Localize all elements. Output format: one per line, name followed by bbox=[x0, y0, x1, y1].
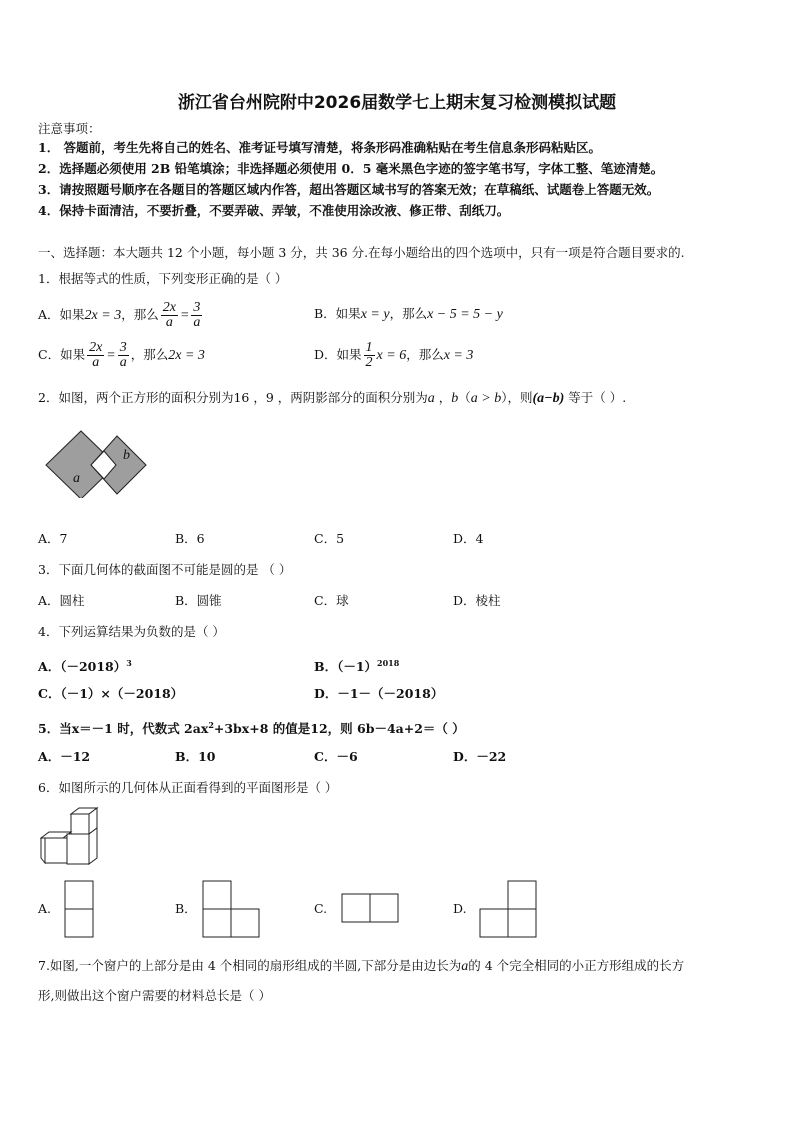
q1-c-f1-den: a bbox=[92, 355, 100, 370]
q1-a-f1-num: 2x bbox=[162, 300, 176, 315]
q7-line1-prefix: 7.如图,一个窗户的上部分是由 4 个相同的扇形组成的半圆,下部分是由边长为 bbox=[38, 958, 462, 973]
q5-option-a: A．－12 bbox=[38, 749, 91, 764]
q3-option-c: C．球 bbox=[314, 593, 349, 608]
q2-option-c: C．5 bbox=[314, 531, 345, 546]
notice-item-3: 3．请按照题号顺序在各题目的答题区域内作答，超出答题区域书写的答案无效；在草稿纸、试题卷上答题无效。 bbox=[38, 182, 660, 197]
q3-option-d: D．棱柱 bbox=[453, 593, 501, 608]
q6-option-a-label: A. bbox=[38, 901, 52, 916]
q1-b-prefix: B．如果 bbox=[314, 306, 361, 321]
q1-d-condition: x = 6 bbox=[376, 348, 407, 363]
q7-var-a: a bbox=[461, 959, 469, 974]
q1-c-f1-num: 2x bbox=[89, 340, 103, 355]
q1-a-fraction-right bbox=[191, 301, 202, 330]
q5-option-d: D．－22 bbox=[453, 749, 507, 764]
q2-option-a: A．7 bbox=[38, 531, 68, 546]
q1-c-result: 2x = 3 bbox=[168, 348, 205, 363]
q4-option-d: D．－1－（－2018） bbox=[314, 686, 444, 701]
q2-stem-post: ），则 bbox=[501, 390, 533, 405]
q7-line-2: 形,则做出这个窗户需要的材料总长是（ ） bbox=[38, 988, 271, 1003]
q2-var-a: a bbox=[427, 391, 435, 406]
q4-a-exponent: 3 bbox=[126, 658, 132, 668]
q2-option-d: D．4 bbox=[453, 531, 484, 546]
q1-a-f1-den: a bbox=[165, 315, 173, 330]
q1-c-equals: = bbox=[106, 348, 116, 363]
q6-3d-solid-figure bbox=[40, 806, 100, 866]
q6-option-d-label: D. bbox=[453, 901, 467, 916]
q5-option-b: B．10 bbox=[175, 749, 216, 764]
q5-stem-post: +3bx+8 的值是12，则 6b－4a+2＝（ ） bbox=[213, 721, 465, 737]
q1-c-fraction-right bbox=[118, 341, 129, 370]
notice-item-4: 4．保持卡面清洁，不要折叠，不要弄破、弄皱，不准使用涂改液、修正带、刮纸刀。 bbox=[38, 203, 510, 218]
q1-option-d bbox=[314, 341, 473, 370]
q4-a-base: A．（－2018） bbox=[38, 659, 127, 675]
q5-option-c: C．－6 bbox=[314, 749, 358, 764]
q1-a-condition: 2x = 3 bbox=[84, 308, 122, 323]
q1-a-f2-den: a bbox=[193, 315, 201, 330]
q1-a-fraction-left bbox=[161, 301, 178, 330]
q2-paren: （ bbox=[458, 390, 471, 405]
q1-a-equals: = bbox=[179, 308, 190, 323]
q4-option-c: C．（－1）×（－2018） bbox=[38, 686, 184, 701]
q2-label-a: a bbox=[73, 471, 80, 486]
q1-b-then: ，那么 bbox=[389, 306, 428, 321]
q1-option-b bbox=[314, 306, 503, 323]
q3-option-a: A．圆柱 bbox=[38, 593, 85, 608]
q3-stem: 3．下面几何体的截面图不可能是圆的是 （ ） bbox=[38, 562, 292, 577]
page-title: 浙江省台州院附中2026届数学七上期末复习检测模拟试题 bbox=[177, 93, 617, 113]
q6-option-c-figure bbox=[341, 893, 400, 923]
q2-var-b: b bbox=[451, 391, 459, 406]
q4-b-base: B．（－1） bbox=[314, 659, 378, 675]
q2-option-b: B．6 bbox=[175, 531, 205, 546]
q1-c-then: ，那么 bbox=[130, 347, 169, 362]
q5-stem bbox=[38, 717, 465, 737]
q1-c-fraction-left bbox=[87, 341, 104, 370]
q1-d-prefix: D．如果 bbox=[314, 347, 362, 362]
q4-stem: 4．下列运算结果为负数的是（ ） bbox=[38, 624, 225, 639]
q1-a-prefix: A．如果 bbox=[38, 307, 85, 322]
q1-d-f-num: 1 bbox=[365, 340, 373, 355]
q1-option-c bbox=[38, 341, 205, 370]
q2-stem-prefix: 2．如图，两个正方形的面积分别为16 ，9 ，两阴影部分的面积分别为 bbox=[38, 390, 428, 405]
notice-heading: 注意事项： bbox=[38, 121, 101, 136]
notice-item-1: 1． 答题前，考生先将自己的姓名、准考证号填写清楚，将条形码准确粘贴在考生信息条形码粘贴区。 bbox=[38, 140, 602, 155]
q5-stem-prefix: 5．当x＝－1 时，代数式 2ax bbox=[38, 721, 209, 737]
q2-figure-squares bbox=[44, 428, 150, 498]
q1-a-then: ，那么 bbox=[121, 307, 159, 322]
q1-c-f2-den: a bbox=[119, 355, 127, 370]
q1-b-result: x − 5 = 5 − y bbox=[427, 307, 503, 322]
notice-item-2: 2．选择题必须使用 2B 铅笔填涂；非选择题必须使用 0．5 毫米黑色字迹的签字笔书写，字体工整、笔迹清楚。 bbox=[38, 161, 664, 176]
q4-option-a bbox=[38, 655, 132, 675]
q1-a-f2-num: 3 bbox=[193, 300, 201, 315]
q1-stem: 1．根据等式的性质，下列变形正确的是（ ） bbox=[38, 271, 288, 286]
q1-b-condition: x = y bbox=[360, 307, 390, 322]
q6-option-d-figure bbox=[479, 880, 538, 938]
q3-option-b: B．圆锥 bbox=[175, 593, 222, 608]
q1-c-f2-num: 3 bbox=[119, 340, 127, 355]
q2-sep: ， bbox=[434, 390, 452, 405]
q1-d-result: x = 3 bbox=[443, 348, 474, 363]
q7-line-1 bbox=[38, 958, 684, 975]
q2-stem-end: 等于（ ）. bbox=[564, 390, 627, 405]
q6-option-b-label: B． bbox=[175, 901, 197, 916]
q7-line1-post: 的 4 个完全相同的小正方形组成的长方 bbox=[468, 958, 685, 973]
q6-option-b-figure bbox=[202, 880, 261, 938]
q2-condition: a > b bbox=[470, 391, 502, 406]
q5-exponent: 2 bbox=[208, 720, 214, 730]
q1-c-prefix: C．如果 bbox=[38, 347, 86, 362]
q2-expression: (a−b) bbox=[532, 391, 565, 406]
q1-d-f-den: 2 bbox=[365, 355, 373, 370]
q2-stem bbox=[38, 390, 626, 407]
q4-b-exponent: 2018 bbox=[377, 658, 400, 668]
q6-option-a-figure bbox=[64, 880, 94, 938]
q4-option-b bbox=[314, 655, 399, 675]
q1-d-then: ，那么 bbox=[406, 347, 444, 362]
q1-option-a bbox=[38, 301, 204, 330]
q6-option-c-label: C. bbox=[314, 901, 328, 916]
q6-stem: 6．如图所示的几何体从正面看得到的平面图形是（ ） bbox=[38, 780, 338, 795]
section-heading: 一、选择题：本大题共 12 个小题，每小题 3 分，共 36 分.在每小题给出的四个选项中，只有一项是符合题目要求的. bbox=[38, 245, 685, 260]
q1-d-fraction bbox=[364, 341, 375, 370]
q2-label-b: b bbox=[123, 448, 130, 463]
